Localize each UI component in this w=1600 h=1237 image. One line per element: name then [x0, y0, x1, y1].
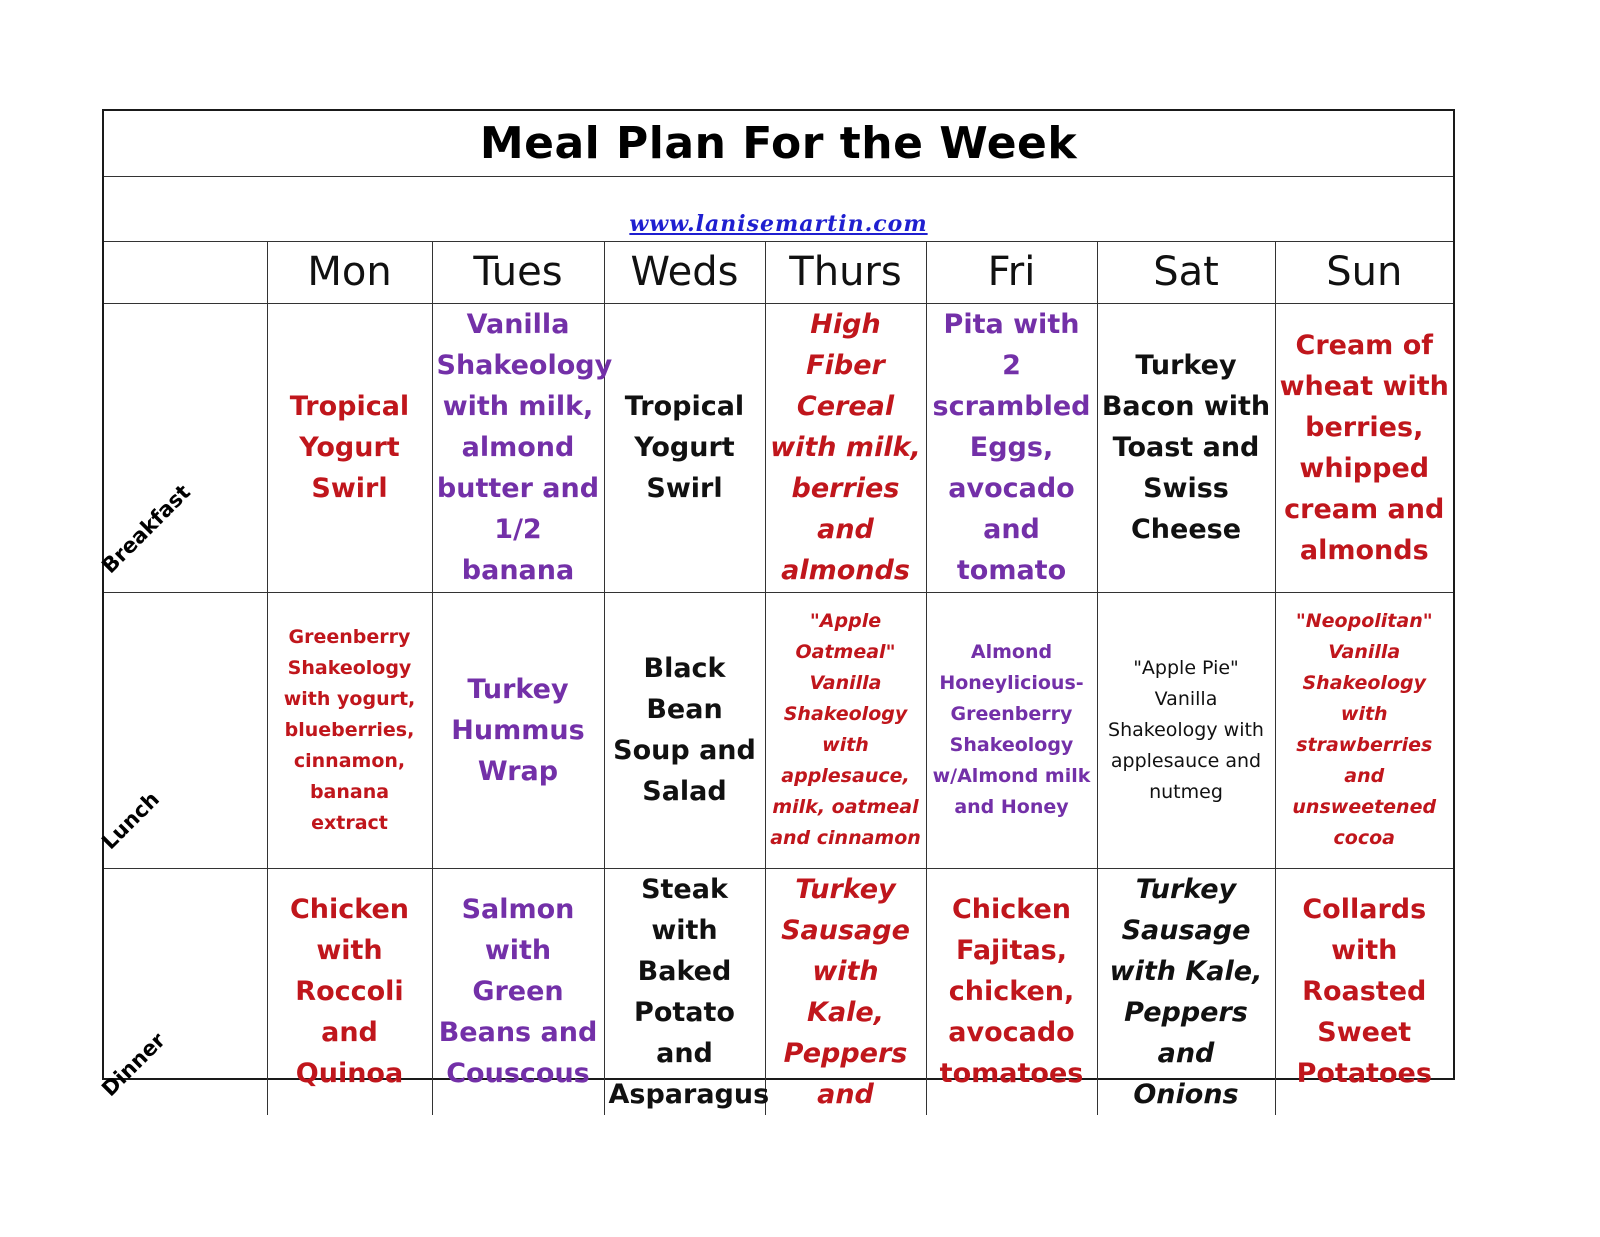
- dinner-row: [104, 868, 1453, 1115]
- day-header: Weds: [604, 242, 765, 303]
- meal-text: Pita with 2 scrambled Eggs, avocado and tomato: [932, 309, 1091, 586]
- meal-text: Tropical Yogurt Swirl: [289, 391, 410, 504]
- meal-cell: [1275, 592, 1453, 868]
- meal-cell: [926, 303, 1097, 592]
- day-header: Sun: [1275, 242, 1453, 303]
- day-header: Thurs: [765, 242, 926, 303]
- meal-text: Greenberry Shakeology with yogurt, blueberries, cinnamon, banana extract: [283, 625, 416, 834]
- meal-text: Cream of wheat with berries, whipped cream and almonds: [1279, 329, 1449, 566]
- meal-text: Chicken Fajitas, chicken, avocado tomatoes: [939, 894, 1084, 1089]
- row-label-dinner: Dinner: [97, 1027, 170, 1101]
- meal-text: Chicken with Roccoli and Quinoa: [289, 894, 410, 1089]
- meal-cell: [1275, 303, 1453, 592]
- lunch-row: [104, 592, 1453, 868]
- page-title: Meal Plan For the Week: [479, 118, 1078, 169]
- meal-text: Vanilla Shakeology with milk, almond butter and 1/2 banana: [436, 309, 613, 586]
- meal-plan-sheet: [97, 109, 1455, 1110]
- meal-cell: [604, 592, 765, 868]
- meal-cell: [1097, 303, 1275, 592]
- meal-text: "Apple Oatmeal" Vanilla Shakeology with applesauce, milk, oatmeal and cinnamon: [770, 610, 921, 849]
- meal-text: Turkey Sausage with Kale, Peppers and: [781, 873, 910, 1110]
- meal-cell: [432, 868, 604, 1115]
- meal-text: Black Bean Soup and Salad: [613, 653, 756, 807]
- corner-cell: [104, 242, 267, 303]
- day-header-row: [104, 242, 1453, 303]
- row-label-cell: [97, 303, 267, 592]
- meal-cell: [765, 868, 926, 1115]
- row-label-cell: [97, 868, 267, 1115]
- meal-text: "Apple Pie" Vanilla Shakeology with applesauce and nutmeg: [1108, 656, 1264, 803]
- meal-text: "Neopolitan" Vanilla Shakeology with strawberries and unsweetened cocoa: [1292, 610, 1437, 849]
- meal-text: Salmon with Green Beans and Couscous: [438, 894, 598, 1089]
- meal-text: Steak with Baked Potato and Asparagus: [608, 873, 770, 1110]
- meal-text: Tropical Yogurt Swirl: [624, 391, 745, 504]
- meal-text: Turkey Bacon with Toast and Swiss Cheese: [1101, 350, 1271, 545]
- meal-cell: [432, 303, 613, 592]
- meal-text: Collards with Roasted Sweet Potatoes: [1296, 894, 1432, 1089]
- day-header: Mon: [267, 242, 432, 303]
- meal-text: Turkey Sausage with Kale, Peppers and Onions: [1109, 873, 1263, 1110]
- meal-cell: [926, 868, 1097, 1115]
- meal-plan-table: [97, 242, 1453, 1115]
- website-row: [104, 177, 1453, 242]
- meal-cell: [267, 303, 432, 592]
- meal-cell: [765, 303, 926, 592]
- meal-cell: [765, 592, 926, 868]
- row-label-breakfast: Breakfast: [97, 479, 196, 578]
- meal-cell: [1275, 868, 1453, 1115]
- title-row: [104, 111, 1453, 177]
- meal-text: High Fiber Cereal with milk, berries and almonds: [770, 309, 921, 586]
- meal-cell: [1097, 592, 1275, 868]
- breakfast-row: [104, 303, 1453, 592]
- meal-cell: [267, 868, 432, 1115]
- meal-cell: [604, 303, 765, 592]
- meal-text: Almond Honeylicious-Greenberry Shakeology w/Almond milk and Honey: [932, 641, 1091, 818]
- meal-cell: [926, 592, 1097, 868]
- meal-cell: [604, 868, 770, 1115]
- day-header: Sat: [1097, 242, 1275, 303]
- day-header: Fri: [926, 242, 1097, 303]
- website-link[interactable]: www.lanisemartin.com: [629, 211, 928, 237]
- row-label-lunch: Lunch: [97, 786, 164, 854]
- meal-cell: [432, 592, 604, 868]
- meal-cell: [1097, 868, 1275, 1115]
- row-label-cell: [97, 592, 267, 868]
- meal-cell: [267, 592, 432, 868]
- meal-text: Turkey Hummus Wrap: [451, 673, 585, 787]
- day-header: Tues: [432, 242, 604, 303]
